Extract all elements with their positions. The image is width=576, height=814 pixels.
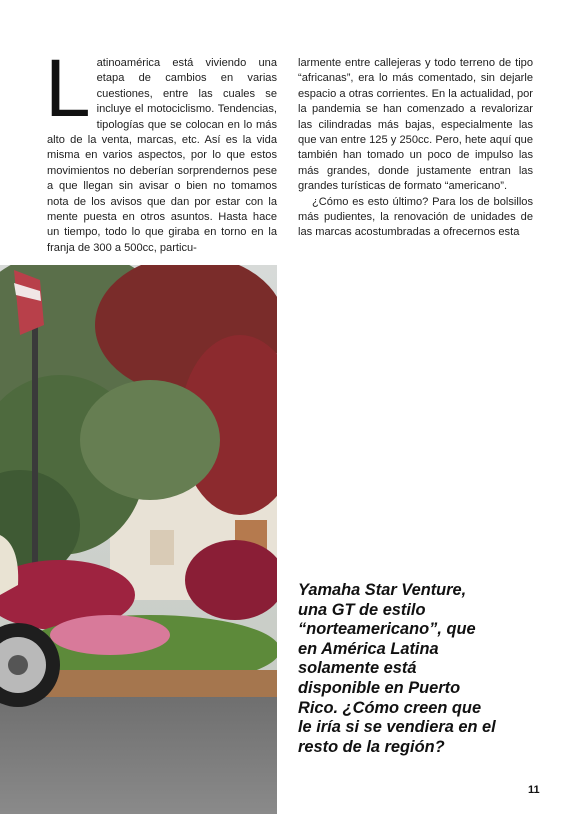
drop-cap: L bbox=[45, 43, 91, 134]
right-column-paragraph-1: larmente entre callejeras y todo terreno de tipo “africanas”, era lo más comentado, sin dejarle espacio a otras corrientes. En la actualidad, por la pandemia se han comenzado a revalorizar las cilindradas más bajas, especialmente las que van entre 125 y 250cc. Pero, hete aquí que también han tomado un poco de impulso las más grandes, donde justamente entran las grandes turísticas de formato “americano”. bbox=[298, 57, 533, 193]
motorcycle-photo bbox=[0, 265, 277, 814]
photo-caption: Yamaha Star Venture, una GT de estilo “norteamericano”, que en América Latina solamente está disponible en Puerto Rico. ¿Cómo creen que le iría si se vendiera en el resto de la región? bbox=[298, 581, 496, 756]
page-number: 11 bbox=[528, 784, 540, 796]
article-column-right bbox=[298, 56, 533, 241]
article-column-left bbox=[45, 43, 277, 256]
right-column-paragraph-2: ¿Cómo es esto último? Para los de bolsillos más pudientes, la renovación de unidades de las marcas acostumbradas a ofrecernos esta bbox=[298, 195, 533, 239]
left-column-text: atinoamérica está viviendo una etapa de cambios en varias cuestiones, entre las cuales se incluye el motociclismo. Tendencias, tipologías que se colocan en lo más alto de la venta, marcas, etc. Así es la vida misma en varios aspectos, por lo que estos movimientos no deberían sorprendernos pese a que llegan sin avisar o bien no tomamos nota de los avisos que dan por estar con la mente puesta en otros asuntos. Hasta hace un tiempo, todo lo que giraba en torno en la franja de 300 a 500cc, particu- bbox=[47, 57, 277, 254]
